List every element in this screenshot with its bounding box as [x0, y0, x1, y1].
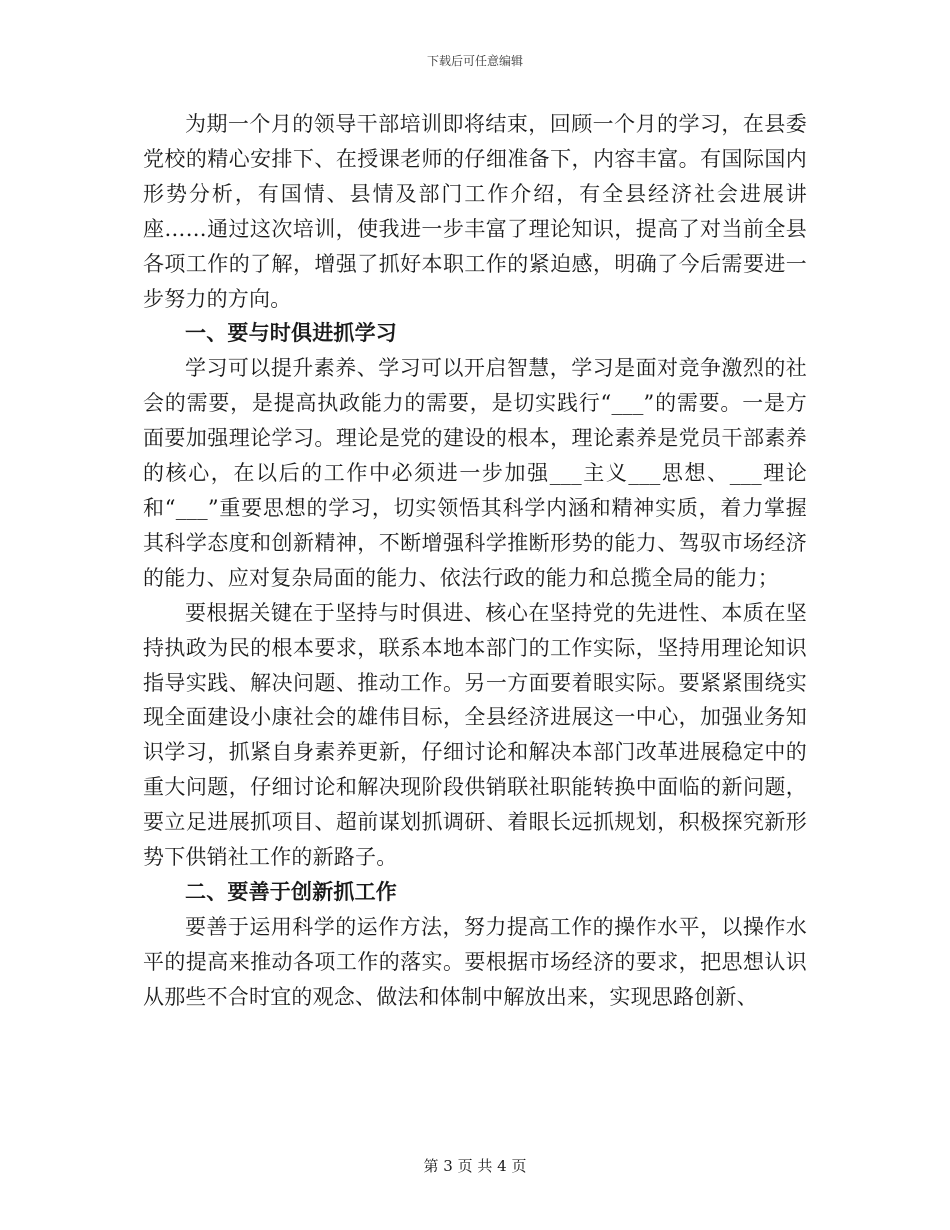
intro-paragraph: 为期一个月的领导干部培训即将结束，回顾一个月的学习，在县委党校的精心安排下、在授课老师的仔细准备下，内容丰富。有国际国内形势分析，有国情、县情及部门工作介绍，有全县经济社会进展讲座……通过这次培训，使我进一步丰富了理论知识，提高了对当前全县各项工作的了解，增强了抓好本职工作的紧迫感，明确了今后需要进一步努力的方向。 — [143, 112, 807, 311]
section-heading-1: 一、要与时俱进抓学习 — [185, 321, 397, 346]
section-1-paragraph-2: 要根据关键在于坚持与时俱进、核心在坚持党的先进性、本质在坚持执政为民的根本要求，联系本地本部门的工作实际，坚持用理论知识指导实践、解决问题、推动工作。另一方面要着眼实际。要紧紧围绕实现全面建设小康社会的雄伟目标，全县经济进展这一中心，加强业务知识学习，抓紧自身素养更新，仔细讨论和解决本部门改革进展稳定中的重大问题，仔细讨论和解决现阶段供销联社职能转换中面临的新问题，要立足进展抓项目、超前谋划抓调研、着眼长远抓规划，积极探究新形势下供销社工作的新路子。 — [143, 600, 807, 870]
page-header: 下载后可任意编辑 — [426, 54, 523, 68]
page-number: 第 3 页 共 4 页 — [423, 1157, 527, 1175]
section-heading-2: 二、要善于创新抓工作 — [185, 879, 397, 904]
document-body — [143, 107, 807, 1015]
section-1-paragraph-1: 学习可以提升素养、学习可以开启智慧，学习是面对竞争激烈的社会的需要，是提高执政能力的需要，是切实践行“___”的需要。一是方面要加强理论学习。理论是党的建设的根本，理论素养是党员干部素养的核心，在以后的工作中必须进一步加强___主义___思想、___理论和“___”重要思想的学习，切实领悟其科学内涵和精神实质，着力掌握其科学态度和创新精神，不断增强科学推断形势的能力、驾驭市场经济的能力、应对复杂局面的能力、依法行政的能力和总揽全局的能力； — [143, 356, 807, 590]
section-2-paragraph-1: 要善于运用科学的运作方法，努力提高工作的操作水平，以操作水平的提高来推动各项工作的落实。要根据市场经济的要求，把思想认识从那些不合时宜的观念、做法和体制中解放出来，实现思路创新、 — [143, 914, 807, 1009]
